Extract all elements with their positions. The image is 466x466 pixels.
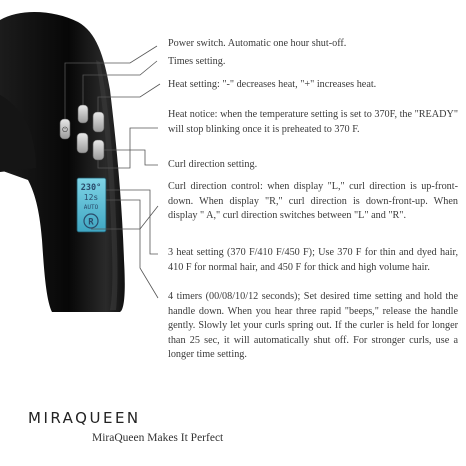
note-heat-notice: Heat notice: when the temperature setting is set to 370F, the "READY" will stop blinking once it is preheated to 370 F. [168,109,458,135]
lcd-mode: AUTO [83,204,99,211]
note-curl-direction-setting: Curl direction setting. [168,159,258,170]
note-curl-direction-control: Curl direction control: when display "L," curl direction is up-front-down. When display "R," curl direction is down-front-up. When display " A," curl direction switches between "L" and "R". [168,181,458,222]
note-heat-setting: Heat setting: "-" decreases heat, "+" increases heat. [168,79,377,90]
note-timers: 4 timers (00/08/10/12 seconds); Set desired time setting and hold the handle down. When you hear three rapid "beeps," release the handle gently. Slowly let your curls spring out. If the curler is held for longer than 25 sec, it will automatically shut off. For stronger curls, use a longer time setting. [168,291,458,361]
lcd-timer: 12s [83,193,99,202]
svg-text:⏻: ⏻ [62,126,68,134]
note-power: Power switch. Automatic one hour shut-off. [168,38,347,49]
note-heat-levels: 3 heat setting (370 F/410 F/450 F); Use 370 F for thin and dyed hair, 410 F for normal hair, and 450 F for thick and high volume hair. [168,247,458,273]
lcd-direction: R [88,217,94,228]
brand-logo: MIRAQUEEN [28,409,141,427]
lcd-temp: 230° [80,183,102,193]
note-times: Times setting. [168,56,226,67]
brand-tagline: MiraQueen Makes It Perfect [92,432,224,444]
